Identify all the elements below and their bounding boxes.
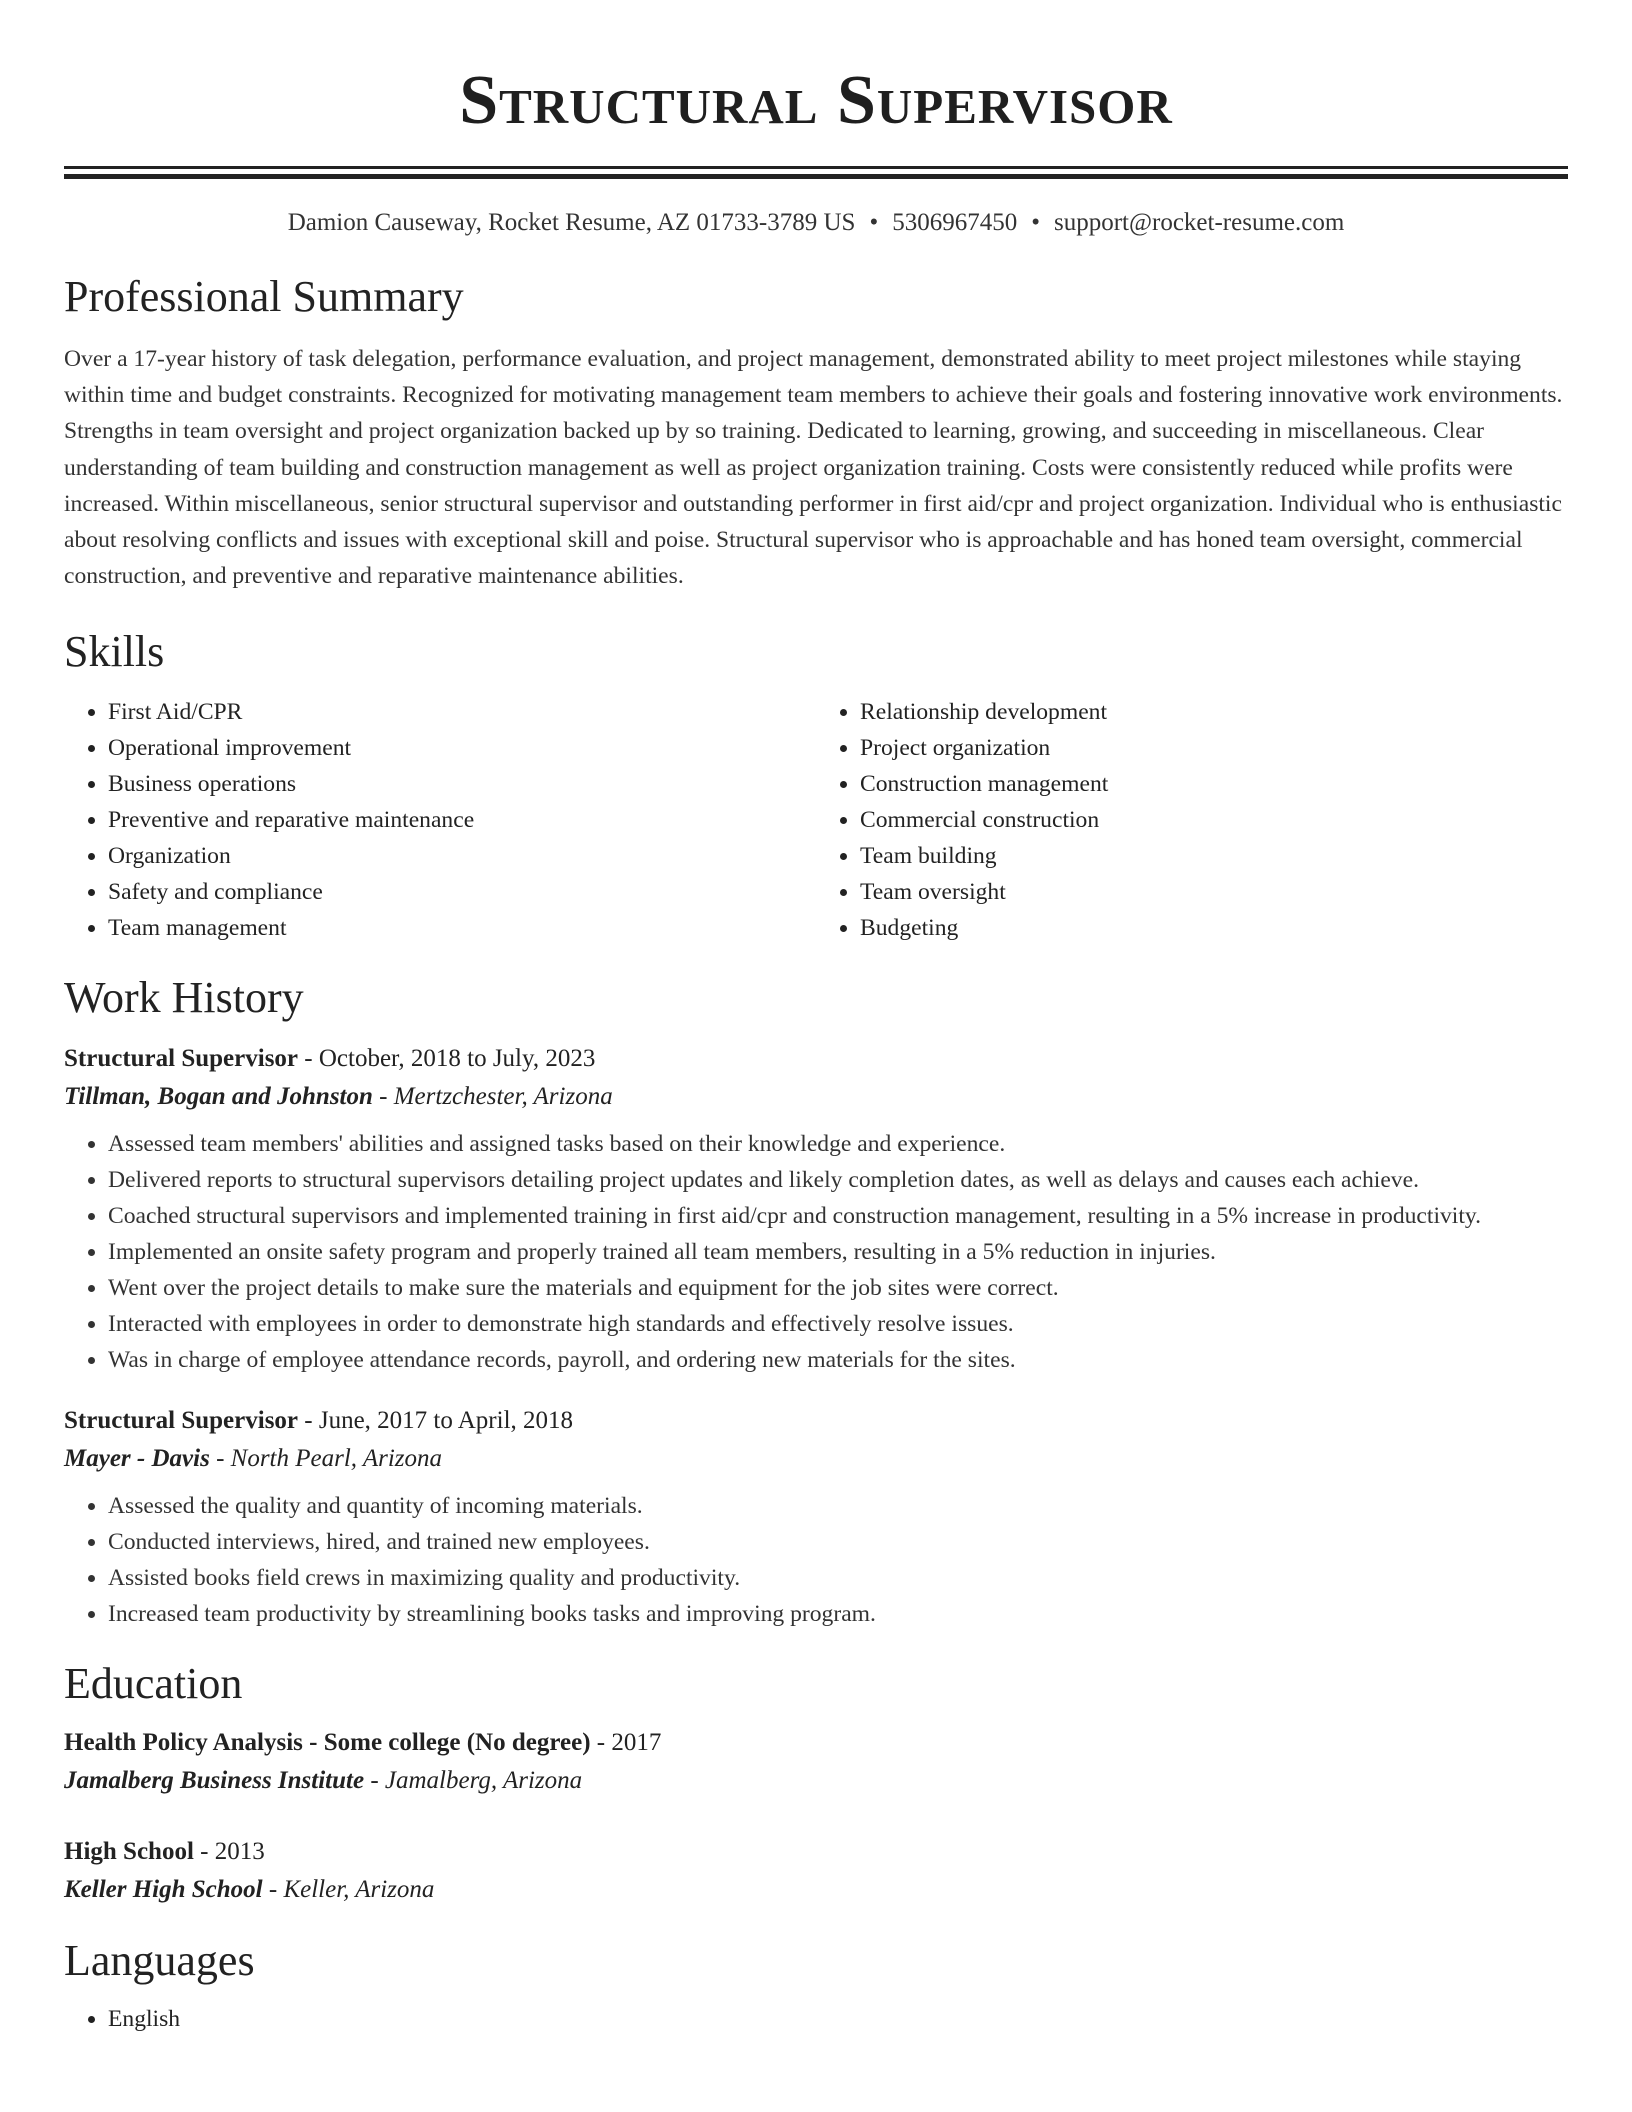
education-institution [64,1762,1568,1800]
job-company: Tillman, Bogan and Johnston [64,1083,373,1111]
duty-item: • Went over the project details to make sure the materials and equipment for the job sites were correct. [108,1270,1568,1306]
skill-item: • Relationship development [860,694,1568,730]
education-school: Keller High School [64,1876,263,1904]
skills-column-left [64,694,816,946]
duty-item: • Interacted with employees in order to demonstrate high standards and effectively resolve issues. [108,1306,1568,1342]
duty-item: • Delivered reports to structural supervisors detailing project updates and likely completion dates, as well as delays and causes each achieve. [108,1162,1568,1198]
skill-item: • Team oversight [860,874,1568,910]
duty-item: • Coached structural supervisors and implemented training in first aid/cpr and construction management, resulting in a 5% increase in productivity. [108,1198,1568,1234]
skill-item: • Project organization [860,730,1568,766]
contact-phone[interactable]: 5306967450 [892,209,1018,236]
skill-item: • Construction management [860,766,1568,802]
education-entry [64,1724,1568,1800]
skill-item: • Operational improvement [108,730,816,766]
job-header [64,1402,1568,1440]
skill-item: • Commercial construction [860,802,1568,838]
section-heading-skills: Skills [64,627,165,677]
skill-item: • First Aid/CPR [108,694,816,730]
job-dates: - October, 2018 to July, 2023 [298,1045,596,1073]
section-heading-work: Work History [64,973,304,1023]
skill-item: • Preventive and reparative maintenance [108,802,816,838]
job-location: - North Pearl, Arizona [209,1445,443,1473]
duty-item: • Assisted books field crews in maximizing quality and productivity. [108,1560,1568,1596]
duty-item: • Increased team productivity by streamlining books tasks and improving program. [108,1596,1568,1632]
skill-item: • Team building [860,838,1568,874]
skill-item: • Safety and compliance [108,874,816,910]
education-location: - Keller, Arizona [262,1876,435,1904]
skill-item: • Business operations [108,766,816,802]
job-entry [64,1402,1568,1632]
education-institution [64,1871,1568,1909]
duty-item: • Conducted interviews, hired, and trained new employees. [108,1524,1568,1560]
duty-item: • Was in charge of employee attendance records, payroll, and ordering new materials for the sites. [108,1342,1568,1378]
job-duties [64,1126,1568,1378]
language-item: • English [108,2001,1568,2037]
contact-line [64,207,1568,239]
duty-item: • Assessed team members' abilities and assigned tasks based on their knowledge and experience. [108,1126,1568,1162]
section-heading-education: Education [64,1659,243,1709]
skill-item: • Budgeting [860,910,1568,946]
languages-list [64,2001,1568,2037]
job-title: Structural Supervisor [64,1045,299,1073]
contact-separator: • [1031,209,1040,236]
job-company: Mayer - Davis [64,1445,210,1473]
job-location: - Mertzchester, Arizona [372,1083,613,1111]
section-heading-languages: Languages [64,1936,255,1986]
summary-text: Over a 17-year history of task delegation, performance evaluation, and project management, demonstrated ability to meet project milestones while staying within time and budget constraints. Recognized for motivating management team members to achieve their goals and fostering innovative work environments. Strengths in team oversight and project organization backed up by so training. Dedicated to learning, growing, and succeeding in miscellaneous. Clear understanding of team building and construction management as well as project organization training. Costs were consistently reduced while profits were increased. Within miscellaneous, senior structural supervisor and outstanding performer in first aid/cpr and project organization. Individual who is enthusiastic about resolving conflicts and issues with exceptional skill and poise. Structural supervisor who is approachable and has honed team oversight, commercial construction, and preventive and reparative maintenance abilities. [64,346,1563,590]
education-year: - 2013 [193,1838,265,1866]
education-degree: Health Policy Analysis - Some college (No degree) [64,1729,591,1757]
education-year: - 2017 [590,1729,662,1757]
resume-title: Structural Supervisor [459,62,1173,139]
job-title: Structural Supervisor [64,1407,299,1435]
job-dates: - June, 2017 to April, 2018 [298,1407,574,1435]
section-heading-summary: Professional Summary [64,272,464,321]
contact-separator: • [869,209,879,236]
contact-email[interactable]: support@rocket-resume.com [1053,209,1345,236]
skill-item: • Team management [108,910,816,946]
education-entry [64,1833,1568,1909]
skills-column-right [816,694,1568,946]
education-header [64,1724,1568,1762]
education-degree: High School [64,1838,194,1866]
title-divider [64,166,1568,179]
duty-item: • Implemented an onsite safety program and properly trained all team members, resulting in a 5% reduction in injuries. [108,1234,1568,1270]
duty-item: • Assessed the quality and quantity of incoming materials. [108,1488,1568,1524]
education-school: Jamalberg Business Institute [64,1767,365,1795]
education-header [64,1833,1568,1871]
education-location: - Jamalberg, Arizona [364,1767,583,1795]
skills-list [64,694,1568,946]
job-entry [64,1040,1568,1378]
job-duties [64,1488,1568,1632]
job-employer [64,1440,1568,1478]
job-header [64,1040,1568,1078]
contact-address: Damion Causeway, Rocket Resume, AZ 01733-3789 US [287,209,856,236]
job-employer [64,1078,1568,1116]
skill-item: • Organization [108,838,816,874]
